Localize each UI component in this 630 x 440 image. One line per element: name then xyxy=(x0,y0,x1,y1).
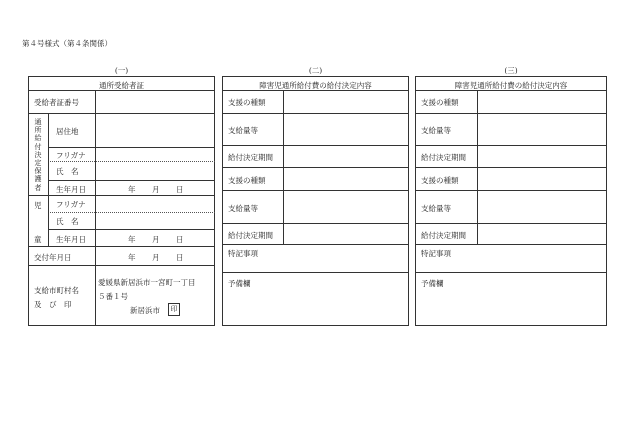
column-2-title: 障害児通所給付費の給付決定内容 xyxy=(259,81,372,90)
municipality-label-2: 及 び 印 xyxy=(34,300,72,309)
col3-remarks-label: 予備欄 xyxy=(421,279,444,288)
column-3-number: (三) xyxy=(504,66,518,75)
col2-amount-1: 支給量等 xyxy=(228,126,258,135)
col2-service-type-2: 支援の種類 xyxy=(228,176,266,185)
guardian-vertical-label: 通 所 給 付 決 定 保 護 者 xyxy=(34,118,42,192)
col3-service-type-2: 支援の種類 xyxy=(421,176,459,185)
child-dob-year: 年 xyxy=(128,235,136,244)
guardian-dob-label: 生年月日 xyxy=(56,185,86,194)
col3-amount-1: 支給量等 xyxy=(421,126,451,135)
col2-service-type-1: 支援の種類 xyxy=(228,98,266,107)
issue-date-label: 交付年月日 xyxy=(34,253,72,262)
col3-service-type-1: 支援の種類 xyxy=(421,98,459,107)
child-furigana-label: フリガナ xyxy=(56,200,86,209)
col3-amount-2: 支給量等 xyxy=(421,204,451,213)
municipality-seal: 印 xyxy=(168,303,180,316)
child-dob-label: 生年月日 xyxy=(56,235,86,244)
municipality-address-2: ５番１号 xyxy=(98,292,128,301)
issue-date-day: 日 xyxy=(176,253,184,262)
municipality-label-1: 支給市町村名 xyxy=(34,286,79,295)
col3-period-1: 給付決定期間 xyxy=(421,153,466,162)
municipality-name: 新居浜市 xyxy=(130,306,160,315)
address-label: 居住地 xyxy=(56,127,79,136)
child-vertical-bottom: 童 xyxy=(34,235,42,244)
child-vertical-top: 児 xyxy=(34,201,42,210)
col2-period-2: 給付決定期間 xyxy=(228,231,273,240)
child-name-label: 氏 名 xyxy=(56,217,79,226)
child-dob-day: 日 xyxy=(176,235,184,244)
issue-date-year: 年 xyxy=(128,253,136,262)
col2-period-1: 給付決定期間 xyxy=(228,153,273,162)
column-1-title: 通所受給者証 xyxy=(99,81,144,90)
recipient-number-label: 受給者証番号 xyxy=(34,98,79,107)
municipality-address-1: 愛媛県新居浜市一宮町一丁目 xyxy=(98,278,196,287)
col3-notes-label: 特記事項 xyxy=(421,249,451,258)
col2-amount-2: 支給量等 xyxy=(228,204,258,213)
guardian-dob-day: 日 xyxy=(176,185,184,194)
column-3-title: 障害児通所給付費の給付決定内容 xyxy=(454,81,568,90)
issue-date-month: 月 xyxy=(152,253,160,262)
guardian-dob-month: 月 xyxy=(152,185,160,194)
column-1-number: (一) xyxy=(114,66,129,75)
col2-notes-label: 特記事項 xyxy=(228,249,258,258)
col3-period-2: 給付決定期間 xyxy=(421,231,466,240)
guardian-furigana-label: フリガナ xyxy=(56,151,86,160)
form-number: 第４号様式（第４条関係） xyxy=(22,39,112,48)
child-dob-month: 月 xyxy=(152,235,160,244)
column-2-number: (二) xyxy=(308,66,323,75)
guardian-dob-year: 年 xyxy=(128,185,136,194)
guardian-name-label: 氏 名 xyxy=(56,167,79,176)
col2-remarks-label: 予備欄 xyxy=(228,279,251,288)
